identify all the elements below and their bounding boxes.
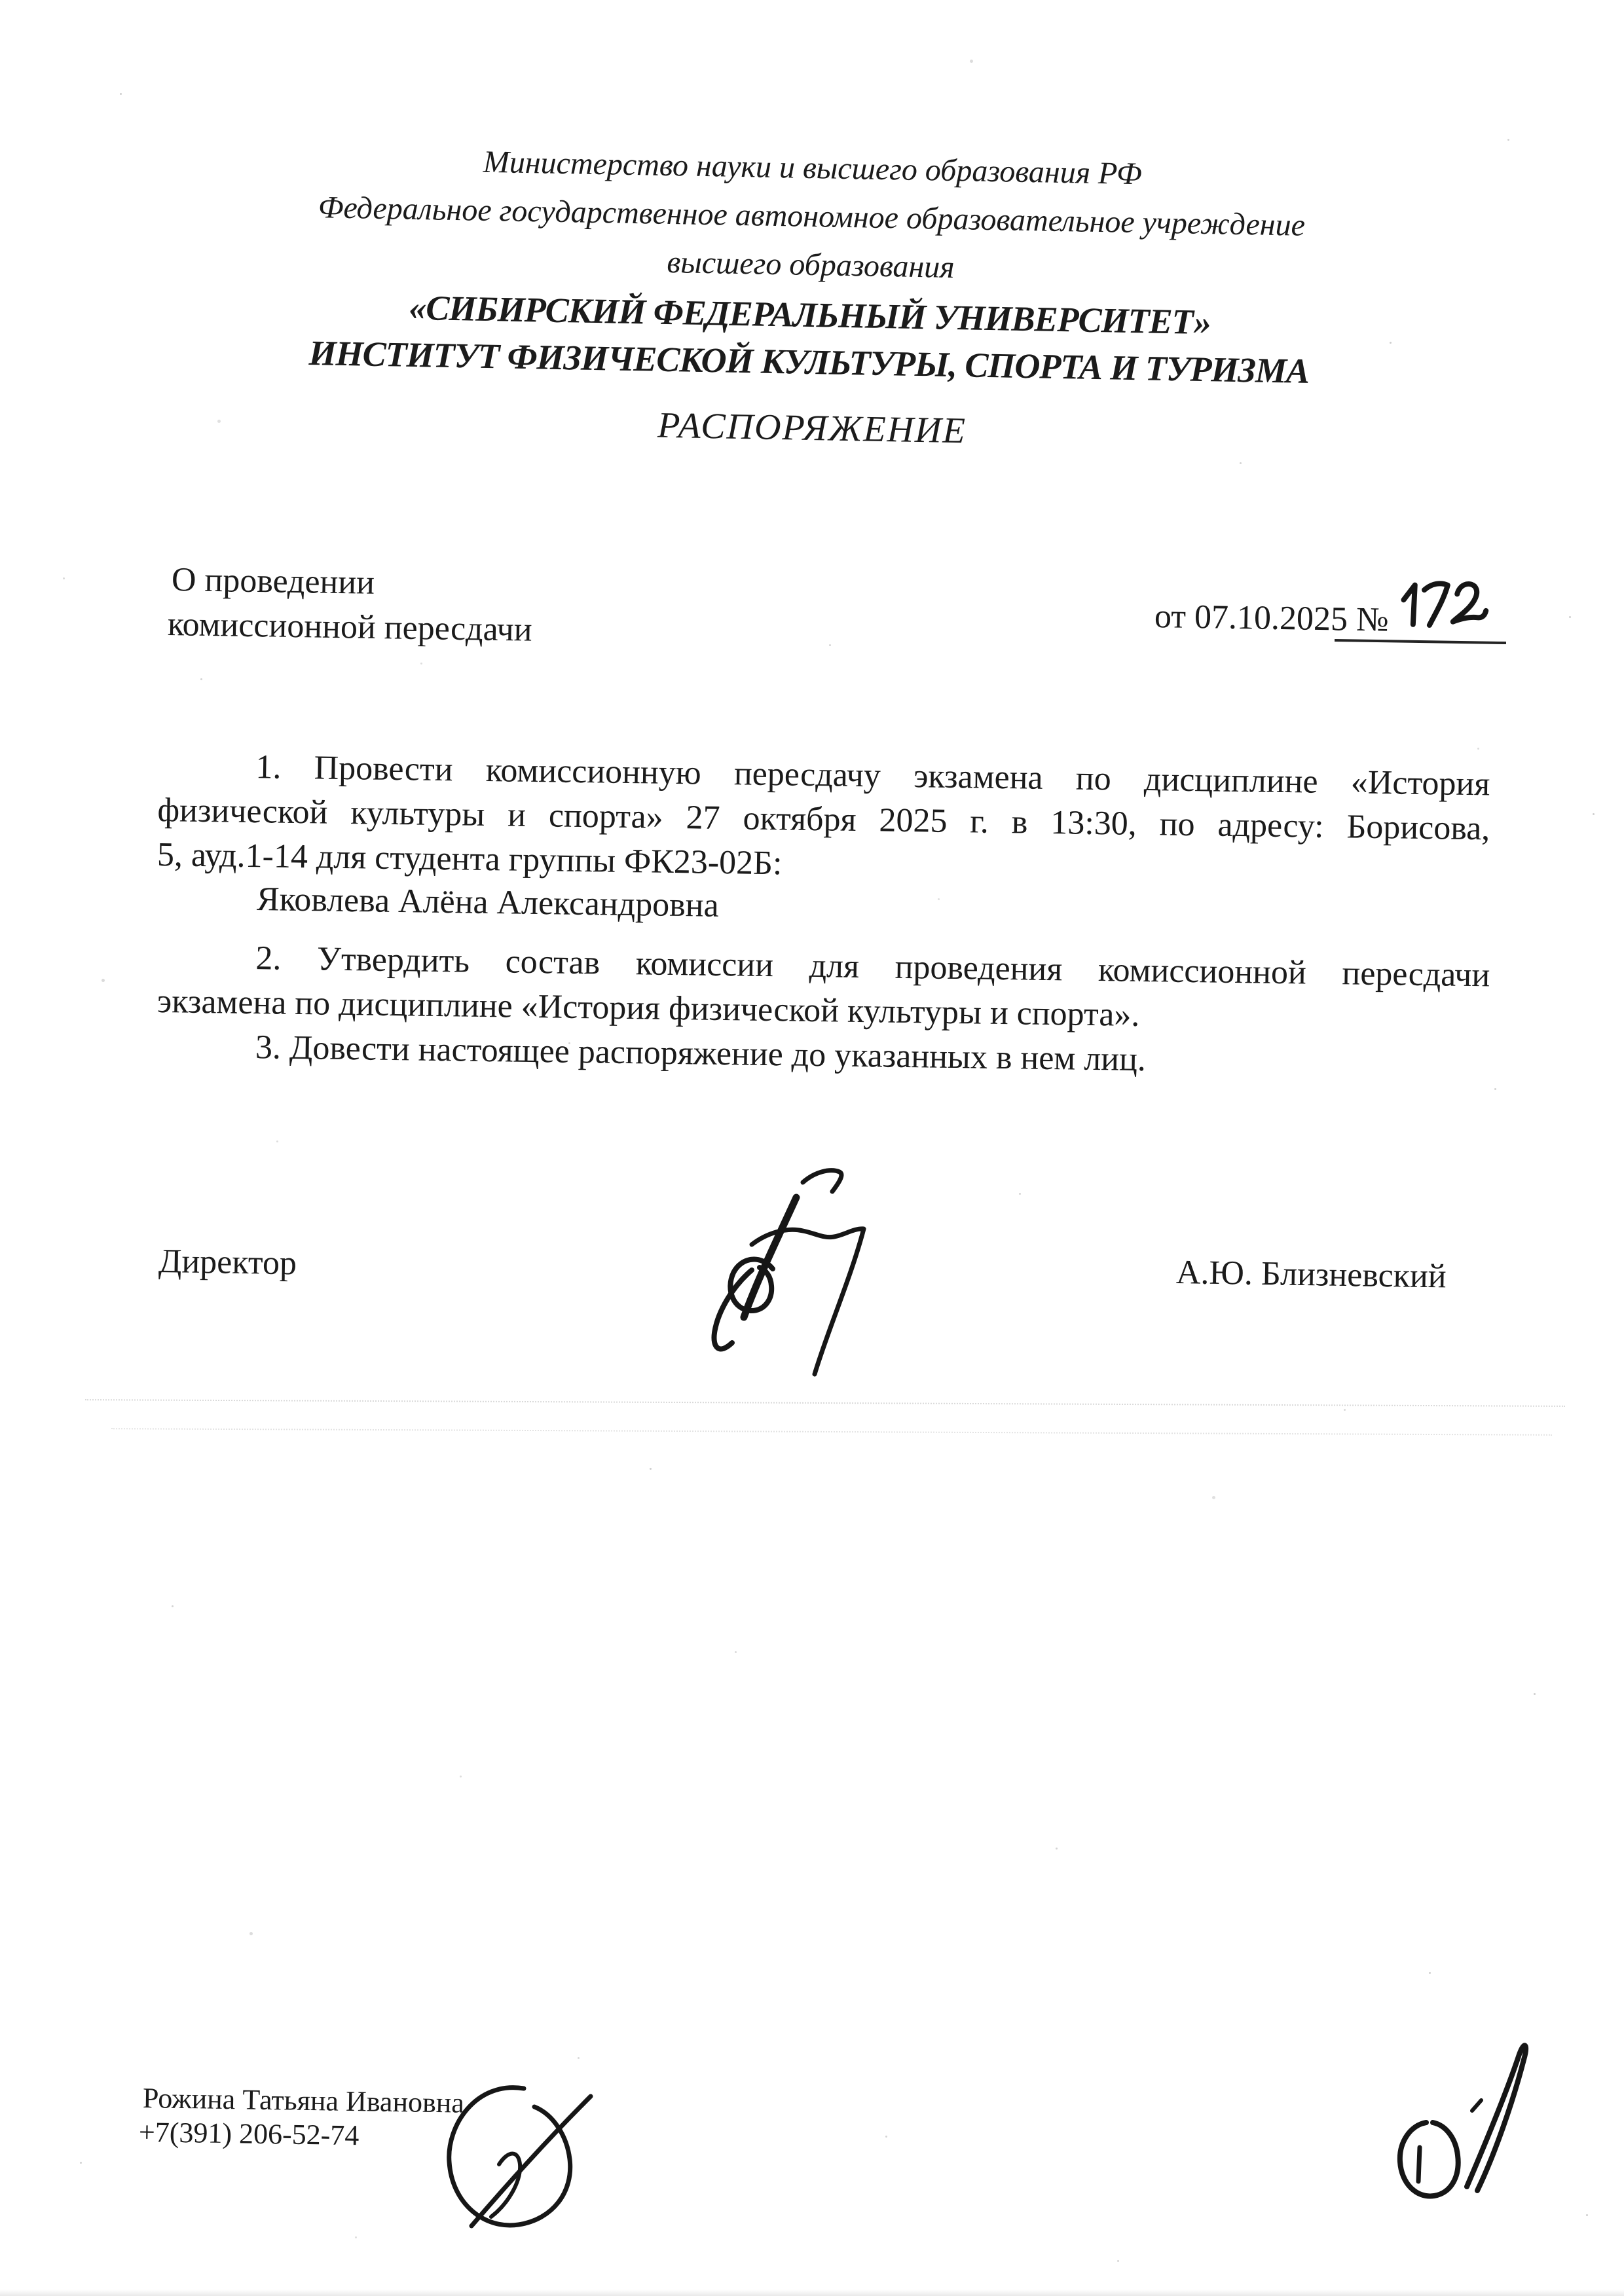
director-name: А.Ю. Близневский xyxy=(1175,1254,1447,1296)
director-label: Директор xyxy=(158,1243,297,1283)
scan-noise-band xyxy=(85,1399,1565,1407)
director-signature xyxy=(694,1165,897,1388)
subject-line-1: О проведении xyxy=(171,561,375,602)
scan-edge-shadow xyxy=(0,2289,1624,2296)
university-name-line: «СИБИРСКИЙ ФЕДЕРАЛЬНЫЙ УНИВЕРСИТЕТ» xyxy=(408,287,1211,342)
contact-phone: +7(391) 206-52-74 xyxy=(138,2116,360,2152)
education-level-line: высшего образования xyxy=(667,244,955,285)
institute-name-line: ИНСТИТУТ ФИЗИЧЕСКОЙ КУЛЬТУРЫ, СПОРТА И ТУРИЗМА xyxy=(308,333,1310,391)
document-type-title: РАСПОРЯЖЕНИЕ xyxy=(657,405,967,452)
order-number-handwritten xyxy=(1392,577,1499,640)
paragraph-1-line-1: 1. Провести комиссионную пересдачу экзамена по дисциплине «История xyxy=(255,748,1490,803)
date-number-line: от 07.10.2025 № xyxy=(1154,598,1390,639)
ministry-line: Министерство науки и высшего образования РФ xyxy=(483,144,1143,192)
paragraph-3-line: 3. Довести настоящее распоряжение до указанных в нем лиц. xyxy=(255,1029,1147,1079)
paragraph-1-line-2: физической культуры и спорта» 27 октября 2025 г. в 13:30, по адресу: Борисова, xyxy=(157,792,1490,848)
institution-type-line: Федеральное государственное автономное образовательное учреждение xyxy=(318,190,1306,243)
scan-noise-band xyxy=(111,1428,1552,1436)
subject-line-2: комиссионной пересдачи xyxy=(167,606,533,649)
letterhead xyxy=(23,0,1602,407)
paragraph-2-line-1: 2. Утвердить состав комиссии для проведения комиссионной пересдачи xyxy=(255,939,1490,994)
student-name-line: Яковлева Алёна Александровна xyxy=(256,881,720,924)
contact-name: Рожина Татьяна Ивановна xyxy=(142,2082,465,2119)
paragraph-1-line-3: 5, ауд.1-14 для студента группы ФК23-02Б: xyxy=(157,836,783,883)
order-number-underline xyxy=(1335,639,1506,644)
scan-speckle-noise xyxy=(0,0,2,2)
paragraph-2-line-2: экзамена по дисциплине «История физической культуры и спорта». xyxy=(157,983,1140,1034)
approval-paraph-signature xyxy=(1388,2030,1539,2206)
contact-scribble-signature xyxy=(419,2075,609,2239)
